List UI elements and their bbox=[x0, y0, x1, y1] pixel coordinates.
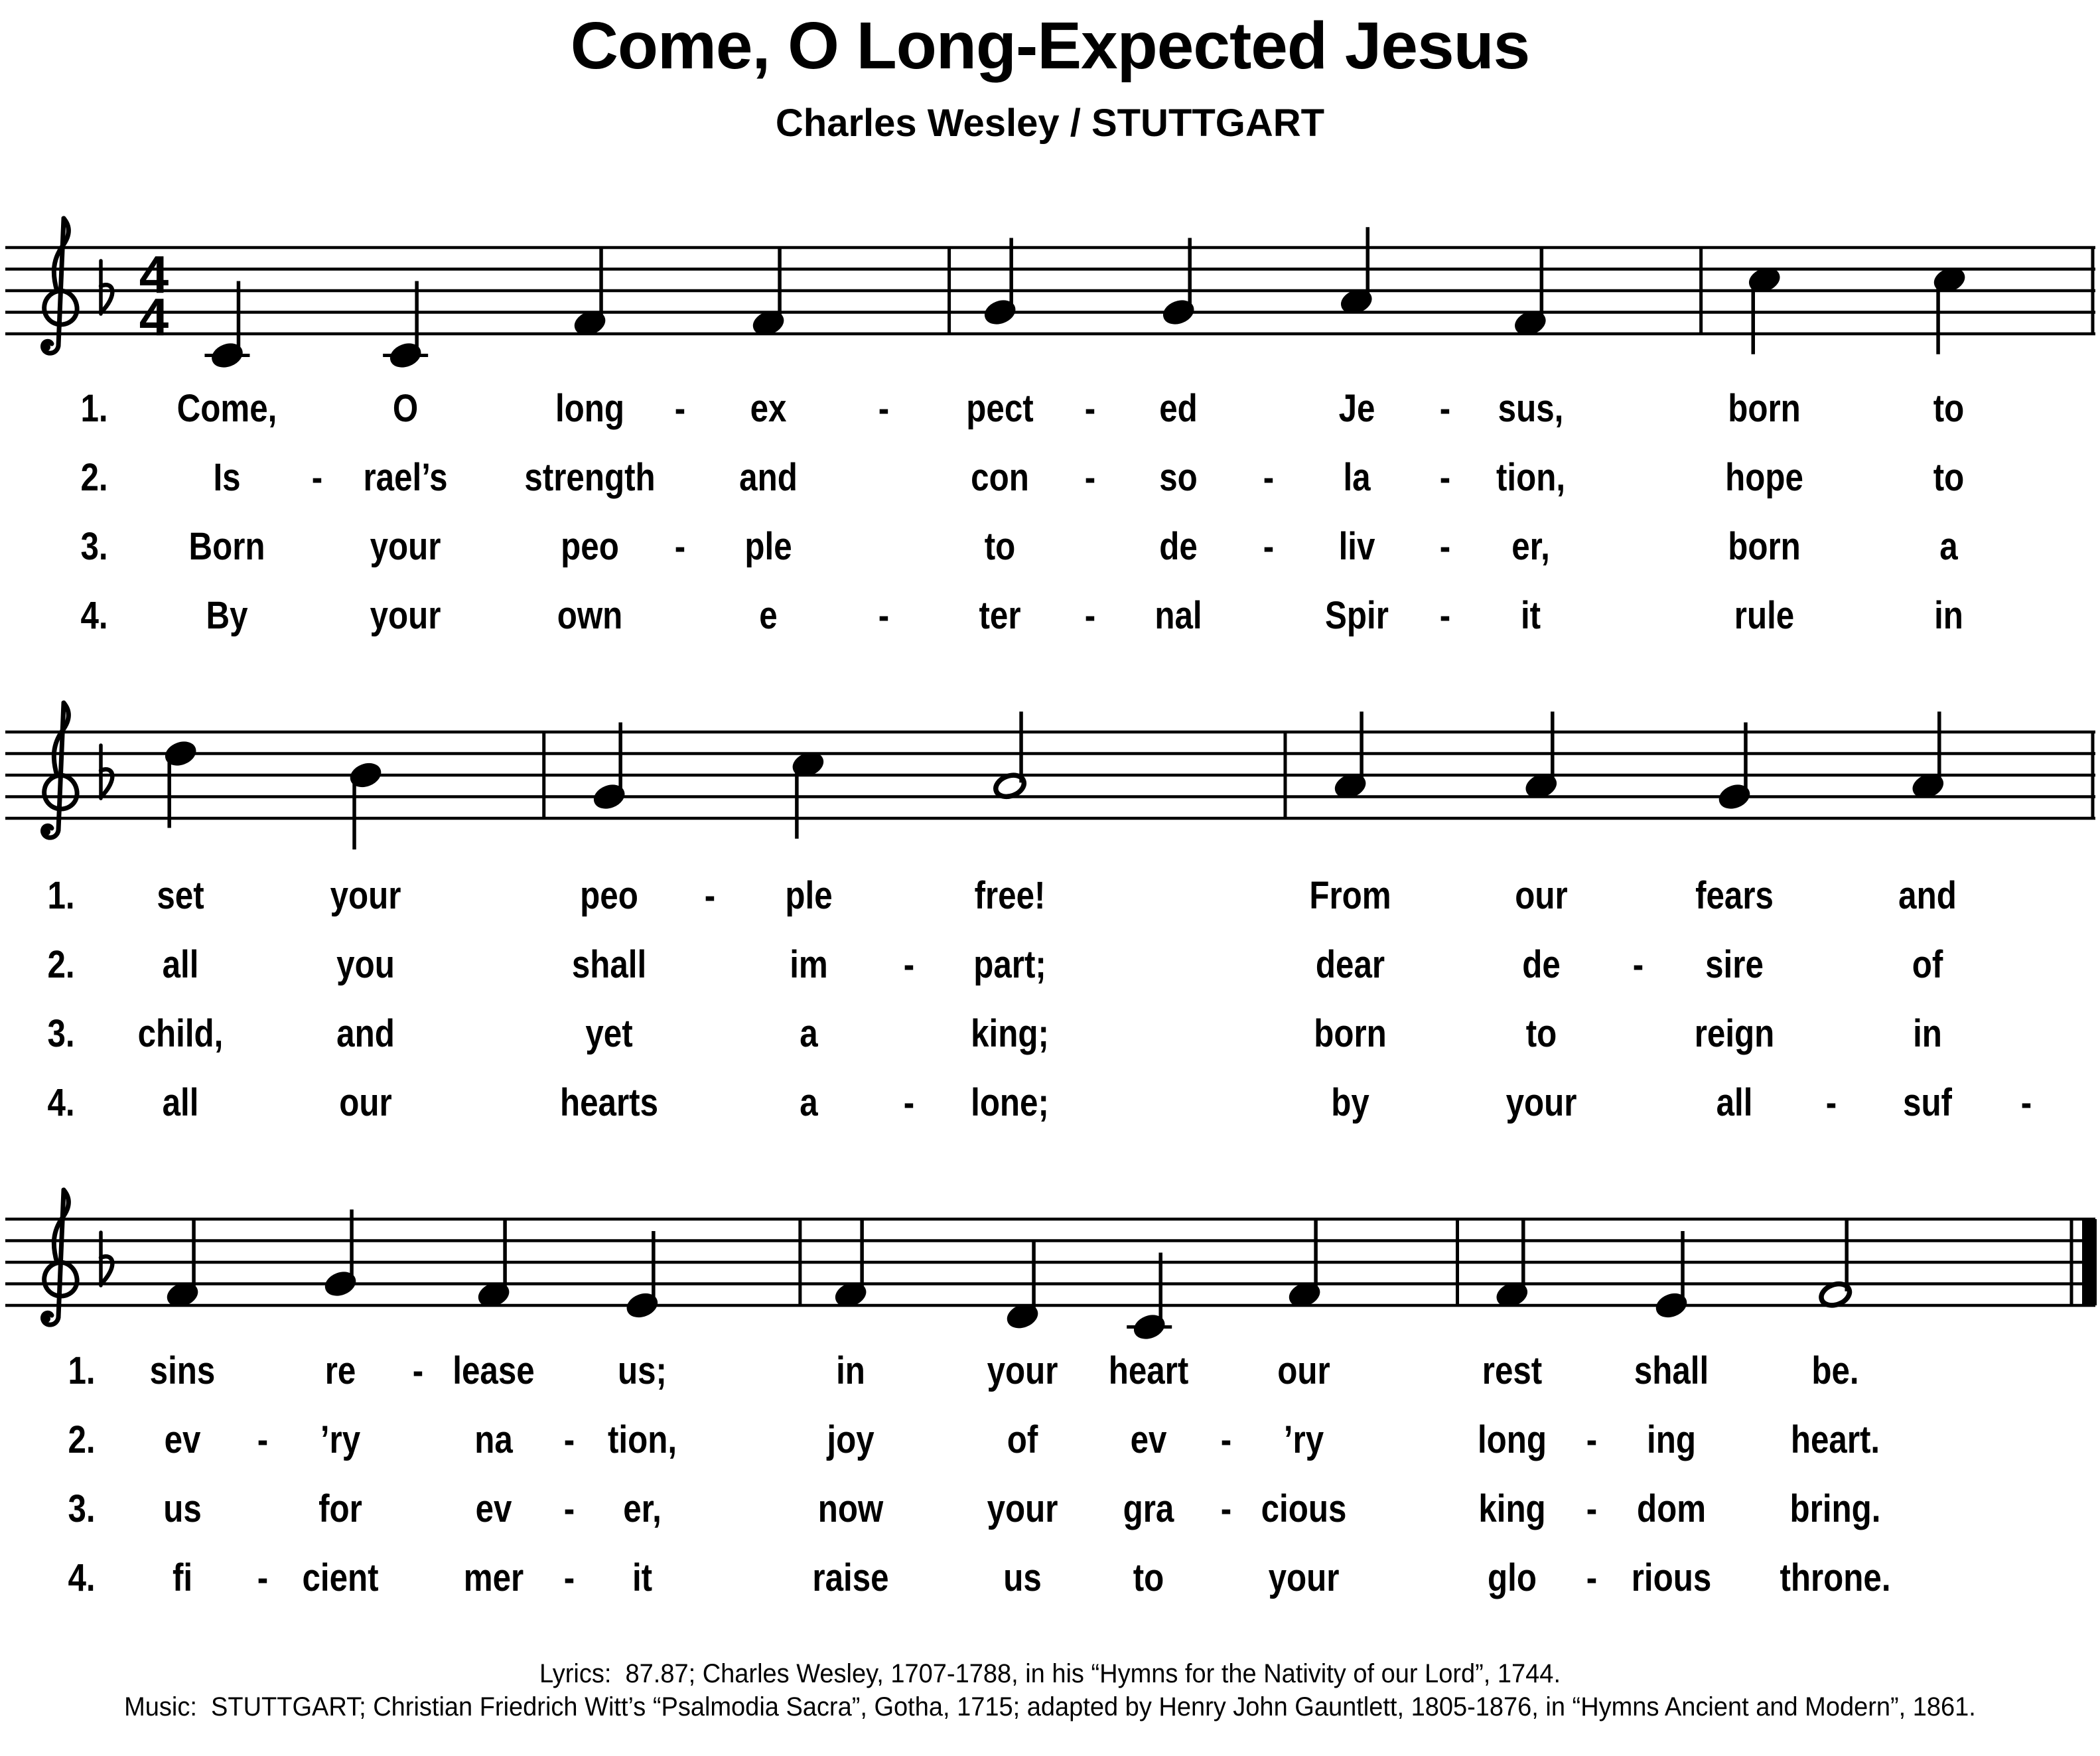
syllable-hyphen: - bbox=[1586, 1487, 1598, 1530]
quarter-note bbox=[323, 1210, 358, 1299]
lyric-syllable: in bbox=[1913, 1012, 1943, 1055]
lyric-syllable: ple bbox=[784, 874, 833, 917]
syllable-hyphen: - bbox=[675, 525, 686, 568]
quarter-note bbox=[1911, 711, 1945, 800]
quarter-note bbox=[165, 1220, 200, 1309]
syllable-hyphen: - bbox=[2021, 1081, 2032, 1124]
quarter-note bbox=[791, 750, 825, 839]
time-signature: 4 bbox=[139, 245, 169, 304]
syllable-hyphen: - bbox=[311, 456, 323, 499]
lyric-syllable: re bbox=[324, 1349, 356, 1392]
lyric-syllable: us; bbox=[618, 1349, 667, 1392]
lyric-syllable: long bbox=[555, 387, 625, 430]
syllable-hyphen: - bbox=[675, 387, 686, 430]
lyric-syllable: na bbox=[474, 1418, 513, 1461]
lyric-syllable: now bbox=[817, 1487, 884, 1530]
time-signature: 4 bbox=[139, 287, 169, 346]
lyric-syllable: Je bbox=[1338, 387, 1375, 430]
lyric-syllable: heart bbox=[1108, 1349, 1189, 1392]
quarter-note bbox=[1524, 711, 1559, 800]
lyric-syllable: your bbox=[1505, 1081, 1577, 1124]
lyric-syllable: your bbox=[370, 594, 441, 637]
lyric-syllable: to bbox=[1933, 387, 1965, 430]
lyric-line-verse-1 bbox=[0, 873, 2100, 942]
lyric-syllable: Born bbox=[188, 525, 265, 568]
quarter-note bbox=[476, 1220, 511, 1309]
lyric-syllable: king bbox=[1478, 1487, 1546, 1530]
syllable-hyphen: - bbox=[1825, 1081, 1837, 1124]
lyric-syllable: ed bbox=[1158, 387, 1198, 430]
lyric-syllable: ex bbox=[750, 387, 787, 430]
lyric-syllable: peo bbox=[561, 525, 620, 568]
lyric-syllable: rious bbox=[1632, 1556, 1712, 1599]
lyric-syllable: in bbox=[835, 1349, 865, 1392]
syllable-hyphen: - bbox=[704, 874, 715, 917]
lyric-syllable: raise bbox=[812, 1556, 889, 1599]
lyric-syllable: liv bbox=[1338, 525, 1375, 568]
syllable-hyphen: - bbox=[1586, 1556, 1598, 1599]
syllable-hyphen: - bbox=[1221, 1487, 1232, 1530]
quarter-note bbox=[204, 281, 249, 370]
lyric-syllable: of bbox=[1912, 943, 1943, 986]
lyric-syllable: ple bbox=[744, 525, 792, 568]
verse-number: 4. bbox=[47, 1081, 75, 1124]
lyric-line-verse-3 bbox=[0, 524, 2100, 593]
quarter-note bbox=[751, 249, 786, 338]
lyric-syllable: our bbox=[1277, 1349, 1331, 1392]
lyric-syllable: Come, bbox=[176, 387, 277, 430]
lyric-syllable: to bbox=[1525, 1012, 1557, 1055]
page-subtitle: Charles Wesley / STUTTGART bbox=[775, 102, 1325, 145]
lyric-syllable: set bbox=[157, 874, 204, 917]
quarter-note bbox=[1127, 1253, 1172, 1342]
quarter-note bbox=[833, 1220, 868, 1309]
lyric-syllable: lease bbox=[453, 1349, 535, 1392]
quarter-note bbox=[1333, 711, 1367, 800]
lyric-syllable: sire bbox=[1705, 943, 1764, 986]
lyric-line-verse-2 bbox=[0, 1418, 2100, 1487]
quarter-note bbox=[1717, 723, 1752, 812]
lyric-line-verse-1 bbox=[0, 1349, 2100, 1418]
lyric-line-verse-4 bbox=[0, 1556, 2100, 1625]
lyric-syllable: sins bbox=[150, 1349, 216, 1392]
syllable-hyphen: - bbox=[1586, 1418, 1598, 1461]
lyric-syllable: for bbox=[318, 1487, 362, 1530]
syllable-hyphen: - bbox=[563, 1487, 575, 1530]
verse-number: 1. bbox=[68, 1349, 96, 1392]
lyric-syllable: part; bbox=[973, 943, 1047, 986]
lyric-syllable: and bbox=[739, 456, 798, 499]
lyric-syllable: a bbox=[799, 1081, 818, 1124]
lyric-syllable: heart. bbox=[1791, 1418, 1880, 1461]
quarter-note bbox=[573, 249, 607, 338]
lyric-syllable: us bbox=[163, 1487, 202, 1530]
quarter-note bbox=[1339, 227, 1373, 316]
half-note bbox=[993, 711, 1027, 800]
verse-number: 1. bbox=[47, 874, 75, 917]
lyric-syllable: long bbox=[1477, 1418, 1547, 1461]
lyric-syllable: by bbox=[1331, 1081, 1369, 1124]
syllable-hyphen: - bbox=[878, 387, 890, 430]
lyric-syllable: tion, bbox=[608, 1418, 677, 1461]
syllable-hyphen: - bbox=[1439, 525, 1450, 568]
lyric-syllable: hope bbox=[1724, 456, 1803, 499]
credits-music: Music: STUTTGART; Christian Friedrich Witt’s “Psalmodia Sacra”, Gotha, 1715; adapted by Henry John Gauntlett, 1805-1876, in “Hymns Ancient and Modern”, 1861. bbox=[124, 1692, 1976, 1721]
lyric-line-verse-4 bbox=[0, 1080, 2100, 1149]
syllable-hyphen: - bbox=[904, 1081, 915, 1124]
lyrics-block-2 bbox=[0, 873, 2100, 1149]
syllable-hyphen: - bbox=[1439, 387, 1450, 430]
lyric-syllable: us bbox=[1003, 1556, 1042, 1599]
syllable-hyphen: - bbox=[1263, 456, 1274, 499]
lyric-syllable: gra bbox=[1123, 1487, 1174, 1530]
verse-number: 3. bbox=[68, 1487, 96, 1530]
lyric-syllable: your bbox=[330, 874, 401, 917]
lyric-syllable: and bbox=[336, 1012, 395, 1055]
lyric-syllable: reign bbox=[1695, 1012, 1775, 1055]
lyric-syllable: it bbox=[632, 1556, 653, 1599]
lyric-syllable: so bbox=[1158, 456, 1198, 499]
half-note bbox=[1818, 1220, 1853, 1309]
lyric-syllable: tion, bbox=[1496, 456, 1566, 499]
quarter-note bbox=[983, 238, 1017, 327]
lyric-syllable: ev bbox=[1130, 1418, 1167, 1461]
lyric-syllable: ’ry bbox=[1284, 1418, 1324, 1461]
verse-number: 3. bbox=[80, 525, 108, 568]
lyric-syllable: er, bbox=[623, 1487, 662, 1530]
lyric-syllable: By bbox=[206, 594, 248, 637]
quarter-note bbox=[163, 739, 198, 828]
lyric-line-verse-2 bbox=[0, 455, 2100, 524]
lyric-syllable: ter bbox=[979, 594, 1021, 637]
lyric-syllable: dom bbox=[1637, 1487, 1707, 1530]
lyric-syllable: lone; bbox=[971, 1081, 1050, 1124]
syllable-hyphen: - bbox=[563, 1556, 575, 1599]
syllable-hyphen: - bbox=[412, 1349, 424, 1392]
lyric-syllable: child, bbox=[137, 1012, 224, 1055]
lyric-syllable: glo bbox=[1487, 1556, 1537, 1599]
lyric-syllable: own bbox=[557, 594, 623, 637]
lyric-syllable: cient bbox=[302, 1556, 379, 1599]
lyric-syllable: rest bbox=[1482, 1349, 1543, 1392]
syllable-hyphen: - bbox=[257, 1418, 268, 1461]
syllable-hyphen: - bbox=[1084, 456, 1095, 499]
quarter-note bbox=[625, 1231, 660, 1320]
lyric-syllable: Spir bbox=[1324, 594, 1389, 637]
syllable-hyphen: - bbox=[1439, 594, 1450, 637]
lyric-syllable: born bbox=[1727, 525, 1801, 568]
lyric-syllable: im bbox=[789, 943, 828, 986]
lyric-syllable: sus, bbox=[1498, 387, 1564, 430]
quarter-note bbox=[1495, 1220, 1529, 1309]
music-staff-3 bbox=[0, 1173, 2100, 1358]
lyrics-block-3 bbox=[0, 1349, 2100, 1625]
lyric-syllable: suf bbox=[1903, 1081, 1953, 1124]
syllable-hyphen: - bbox=[1084, 594, 1095, 637]
music-staff-1 bbox=[0, 201, 2100, 387]
lyric-syllable: peo bbox=[580, 874, 638, 917]
lyric-line-verse-4 bbox=[0, 593, 2100, 662]
lyric-syllable: e bbox=[759, 594, 778, 637]
syllable-hyphen: - bbox=[1632, 943, 1644, 986]
quarter-note bbox=[348, 761, 383, 849]
syllable-hyphen: - bbox=[1263, 525, 1274, 568]
quarter-note bbox=[1513, 249, 1547, 338]
lyric-syllable: mer bbox=[463, 1556, 524, 1599]
lyric-syllable: a bbox=[799, 1012, 818, 1055]
lyric-syllable: Is bbox=[213, 456, 241, 499]
lyric-syllable: bring. bbox=[1789, 1487, 1881, 1530]
lyric-syllable: de bbox=[1158, 525, 1198, 568]
lyric-syllable: de bbox=[1522, 943, 1561, 986]
syllable-hyphen: - bbox=[904, 943, 915, 986]
credits-lyrics: Lyrics: 87.87; Charles Wesley, 1707-1788, in his “Hymns for the Nativity of our Lord”, 1744. bbox=[539, 1659, 1561, 1688]
lyric-syllable: your bbox=[987, 1349, 1058, 1392]
music-staff-2 bbox=[0, 686, 2100, 871]
syllable-hyphen: - bbox=[1439, 456, 1450, 499]
lyric-syllable: our bbox=[1515, 874, 1568, 917]
verse-number: 4. bbox=[68, 1556, 96, 1599]
lyric-syllable: ing bbox=[1647, 1418, 1697, 1461]
lyric-syllable: From bbox=[1309, 874, 1391, 917]
lyric-syllable: to bbox=[984, 525, 1015, 568]
lyric-syllable: rael’s bbox=[363, 456, 448, 499]
lyric-syllable: be. bbox=[1811, 1349, 1859, 1392]
lyric-syllable: ev bbox=[475, 1487, 512, 1530]
lyric-syllable: to bbox=[1133, 1556, 1164, 1599]
lyrics-block-1 bbox=[0, 386, 2100, 662]
lyric-syllable: hearts bbox=[559, 1081, 658, 1124]
page-title: Come, O Long-Expected Jesus bbox=[570, 9, 1530, 83]
lyric-syllable: shall bbox=[1634, 1349, 1709, 1392]
verse-number: 2. bbox=[47, 943, 75, 986]
syllable-hyphen: - bbox=[257, 1556, 268, 1599]
lyric-syllable: of bbox=[1007, 1418, 1038, 1461]
lyric-syllable: king; bbox=[971, 1012, 1050, 1055]
quarter-note bbox=[1161, 238, 1196, 327]
lyric-syllable: yet bbox=[585, 1012, 633, 1055]
lyric-syllable: to bbox=[1933, 456, 1965, 499]
lyric-syllable: dear bbox=[1316, 943, 1385, 986]
lyric-syllable: your bbox=[987, 1487, 1058, 1530]
syllable-hyphen: - bbox=[1084, 387, 1095, 430]
lyric-syllable: you bbox=[336, 943, 395, 986]
lyric-syllable: our bbox=[338, 1081, 392, 1124]
verse-number: 2. bbox=[68, 1418, 96, 1461]
verse-number: 4. bbox=[80, 594, 108, 637]
lyric-syllable: born bbox=[1727, 387, 1801, 430]
lyric-syllable: fi bbox=[173, 1556, 193, 1599]
lyric-syllable: throne. bbox=[1780, 1556, 1891, 1599]
lyric-syllable: pect bbox=[965, 387, 1034, 430]
lyric-syllable: ev bbox=[164, 1418, 201, 1461]
lyric-syllable: and bbox=[1898, 874, 1957, 917]
quarter-note bbox=[1287, 1220, 1322, 1309]
lyric-line-verse-3 bbox=[0, 1487, 2100, 1556]
lyric-line-verse-1 bbox=[0, 386, 2100, 455]
lyric-line-verse-3 bbox=[0, 1011, 2100, 1080]
quarter-note bbox=[383, 281, 428, 370]
syllable-hyphen: - bbox=[878, 594, 890, 637]
lyric-syllable: all bbox=[162, 943, 199, 986]
lyric-syllable: la bbox=[1343, 456, 1371, 499]
lyric-syllable: a bbox=[1939, 525, 1958, 568]
verse-number: 1. bbox=[80, 387, 108, 430]
lyric-syllable: cious bbox=[1261, 1487, 1347, 1530]
lyric-syllable: your bbox=[1269, 1556, 1340, 1599]
quarter-note bbox=[1654, 1231, 1689, 1320]
syllable-hyphen: - bbox=[1221, 1418, 1232, 1461]
lyric-syllable: er, bbox=[1511, 525, 1551, 568]
lyric-line-verse-2 bbox=[0, 942, 2100, 1011]
lyric-syllable: free! bbox=[974, 874, 1046, 917]
syllable-hyphen: - bbox=[563, 1418, 575, 1461]
lyric-syllable: rule bbox=[1734, 594, 1794, 637]
lyric-syllable: strength bbox=[524, 456, 656, 499]
quarter-note bbox=[1005, 1242, 1040, 1331]
lyric-syllable: in bbox=[1934, 594, 1964, 637]
lyric-syllable: all bbox=[1716, 1081, 1753, 1124]
lyric-syllable: shall bbox=[571, 943, 647, 986]
verse-number: 3. bbox=[47, 1012, 75, 1055]
verse-number: 2. bbox=[80, 456, 108, 499]
quarter-note bbox=[1747, 265, 1782, 354]
lyric-syllable: ’ry bbox=[320, 1418, 360, 1461]
quarter-note bbox=[1932, 265, 1967, 354]
lyric-syllable: joy bbox=[827, 1418, 875, 1461]
lyric-syllable: born bbox=[1314, 1012, 1387, 1055]
lyric-syllable: all bbox=[162, 1081, 199, 1124]
lyric-syllable: fears bbox=[1695, 874, 1774, 917]
lyric-syllable: O bbox=[392, 387, 419, 430]
quarter-note bbox=[592, 723, 626, 812]
lyric-syllable: it bbox=[1521, 594, 1541, 637]
final-barline-thick bbox=[2082, 1219, 2097, 1305]
lyric-syllable: your bbox=[370, 525, 441, 568]
lyric-syllable: nal bbox=[1154, 594, 1202, 637]
lyric-syllable: con bbox=[970, 456, 1029, 499]
